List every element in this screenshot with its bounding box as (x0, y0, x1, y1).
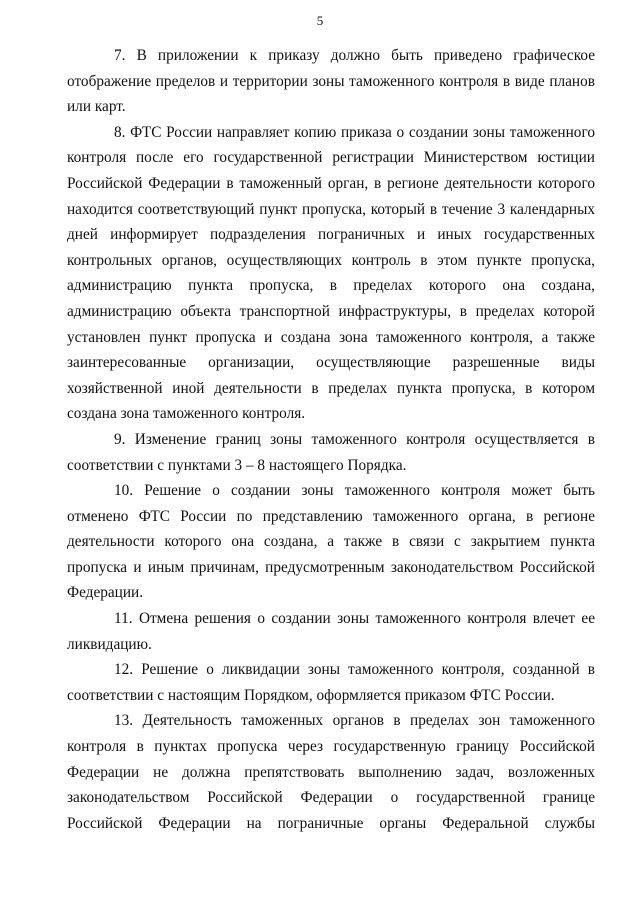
paragraph-11: 11. Отмена решения о создании зоны таможенного контроля влечет ее ликвидацию. (67, 610, 595, 653)
paragraph-9: 9. Изменение границ зоны таможенного контроля осуществляется в соответствии с пунктами 3 – 8 настоящего Порядка. (67, 430, 595, 474)
page-number: 5 (316, 13, 324, 28)
paragraph-7: 7. В приложении к приказу должно быть приведено графическое отображение пределов и территории зоны таможенного контроля в виде планов или карт. (67, 47, 595, 116)
paragraph-8: 8. ФТС России направляет копию приказа о создании зоны таможенного контроля после его государственной регистрации Министерством юстиции Российской Федерации в таможенный орган, в регионе деятельности которого находится соответствующий пункт пропуска, который в течение 3 календарных дней информирует подразделения пограничных и иных государственных контрольных органов, осуществляющих контроль в этом пункте пропуска, администрацию пункта пропуска, в пределах которого она создана, администрацию объекта транспортной инфраструктуры, в пределах которой установлен пункт пропуска и создана зона таможенного контроля, а также заинтересованные организации, осуществляющие разрешенные виды хозяйственной иной деятельности в пределах пункта пропуска, в котором создана зона таможенного контроля. (67, 123, 595, 423)
paragraph-10: 10. Решение о создании зоны таможенного контроля может быть отменено ФТС России по представлению таможенного органа, в регионе деятельности которого она создана, а также в связи с закрытием пункта пропуска и иным причинам, предусмотренным законодательством Российской Федерации. (67, 482, 595, 602)
document-body (67, 43, 595, 836)
paragraph-12: 12. Решение о ликвидации зоны таможенного контроля, созданной в соответствии с настоящим Порядком, оформляется приказом ФТС России. (67, 661, 595, 704)
paragraph-13: 13. Деятельность таможенных органов в пределах зон таможенного контроля в пунктах пропуска через государственную границу Российской Федерации не должна препятствовать выполнению задач, возложенных законодательством Российской Федерации о государственной границе Российской Федерации на пограничные органы Федеральной службы (67, 712, 595, 832)
